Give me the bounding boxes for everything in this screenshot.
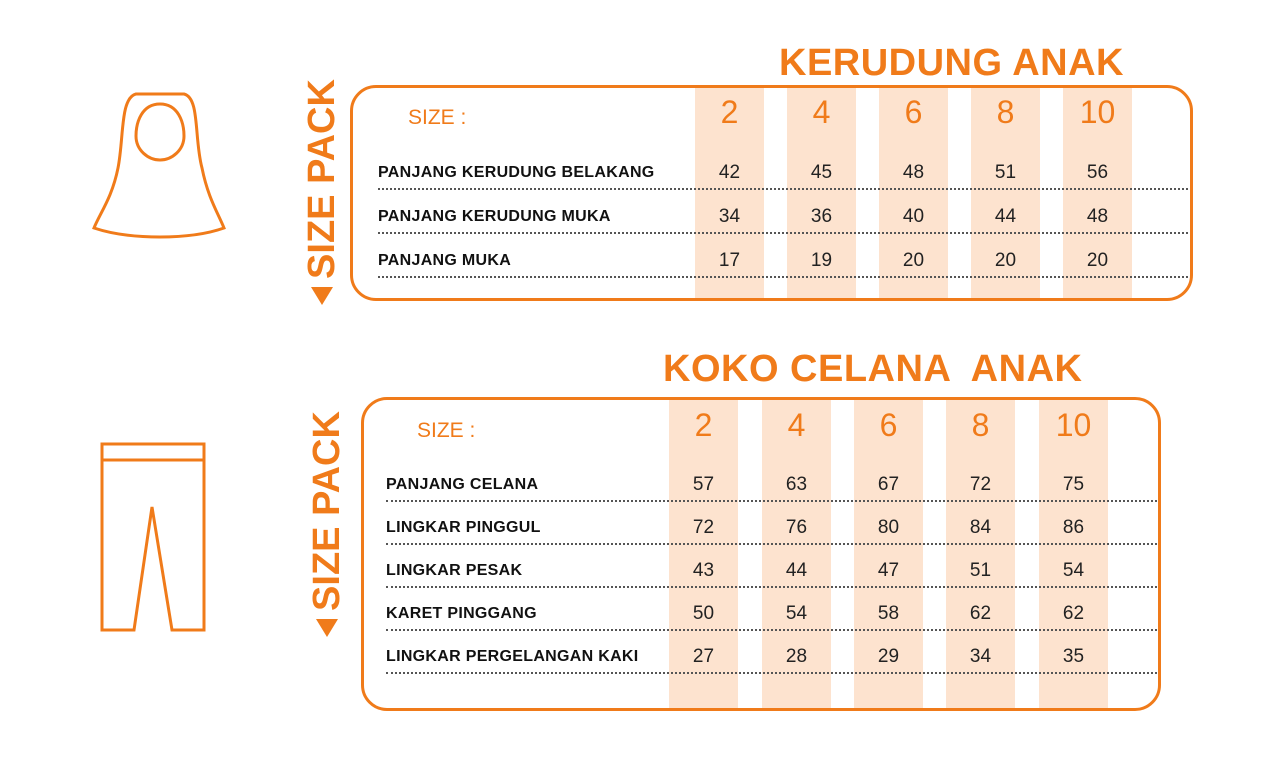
kerudung-cell: 19 [810,250,833,271]
koko-cell: 44 [785,560,808,581]
pants-icon [100,442,206,632]
kerudung-cell: 17 [718,250,741,271]
koko-cell: 50 [692,603,715,624]
koko-cell: 34 [969,646,992,667]
koko-cell: 43 [692,560,715,581]
koko-cell: 80 [877,517,900,538]
koko-side-label [305,411,349,619]
koko-cell: 62 [969,603,992,624]
koko-cell: 54 [1062,560,1085,581]
koko-size-header: 6 [879,407,898,443]
koko-cell: 67 [877,474,900,495]
koko-row-divider [386,543,1157,545]
koko-cell: 72 [692,517,715,538]
kerudung-cell: 56 [1086,162,1109,183]
koko-cell: 86 [1062,517,1085,538]
koko-size-header: 10 [1055,407,1092,443]
kerudung-cell: 48 [1086,206,1109,227]
triangle-icon [311,287,333,305]
kerudung-row-divider [378,188,1188,190]
kerudung-title: KERUDUNG ANAK [779,42,1124,84]
kerudung-cell: 48 [902,162,925,183]
triangle-icon [316,619,338,637]
kerudung-size-label: SIZE : [408,106,467,129]
koko-row-divider [386,629,1157,631]
koko-row-label: LINGKAR PINGGUL [386,519,541,536]
kerudung-cell: 20 [902,250,925,271]
koko-cell: 72 [969,474,992,495]
koko-cell: 54 [785,603,808,624]
koko-cell: 57 [692,474,715,495]
koko-cell: 76 [785,517,808,538]
kerudung-cell: 36 [810,206,833,227]
kerudung-cell: 45 [810,162,833,183]
kerudung-size-header: 10 [1079,94,1116,130]
kerudung-row-label: PANJANG KERUDUNG MUKA [378,208,611,225]
kerudung-size-header: 8 [996,94,1015,130]
koko-cell: 28 [785,646,808,667]
koko-cell: 62 [1062,603,1085,624]
koko-row-label: KARET PINGGANG [386,605,537,622]
koko-size-header: 8 [971,407,990,443]
kerudung-row-label: PANJANG MUKA [378,252,512,269]
kerudung-row-label: PANJANG KERUDUNG BELAKANG [378,164,655,181]
kerudung-cell: 20 [1086,250,1109,271]
koko-row-divider [386,500,1157,502]
koko-cell: 29 [877,646,900,667]
kerudung-side-label-text: SIZE PACK [300,79,343,279]
kerudung-row-divider [378,276,1188,278]
koko-size-header: 4 [787,407,806,443]
koko-title: KOKO CELANA ANAK [663,348,1083,390]
koko-row-label: LINGKAR PERGELANGAN KAKI [386,648,639,665]
koko-row-label: LINGKAR PESAK [386,562,523,579]
koko-row-divider [386,672,1157,674]
koko-cell: 63 [785,474,808,495]
kerudung-cell: 44 [994,206,1017,227]
koko-cell: 35 [1062,646,1085,667]
koko-cell: 84 [969,517,992,538]
koko-size-header: 2 [694,407,713,443]
koko-cell: 51 [969,560,992,581]
kerudung-cell: 51 [994,162,1017,183]
kerudung-size-header: 4 [812,94,831,130]
kerudung-cell: 34 [718,206,741,227]
koko-cell: 27 [692,646,715,667]
kerudung-row-divider [378,232,1188,234]
koko-size-label: SIZE : [417,419,476,442]
koko-row-label: PANJANG CELANA [386,476,539,493]
kerudung-side-label [300,79,344,287]
kerudung-cell: 42 [718,162,741,183]
kerudung-cell: 20 [994,250,1017,271]
koko-cell: 58 [877,603,900,624]
koko-cell: 75 [1062,474,1085,495]
koko-side-label-text: SIZE PACK [305,411,348,611]
kerudung-size-header: 6 [904,94,923,130]
koko-cell: 47 [877,560,900,581]
hijab-icon [90,88,230,243]
koko-row-divider [386,586,1157,588]
kerudung-size-header: 2 [720,94,739,130]
kerudung-cell: 40 [902,206,925,227]
